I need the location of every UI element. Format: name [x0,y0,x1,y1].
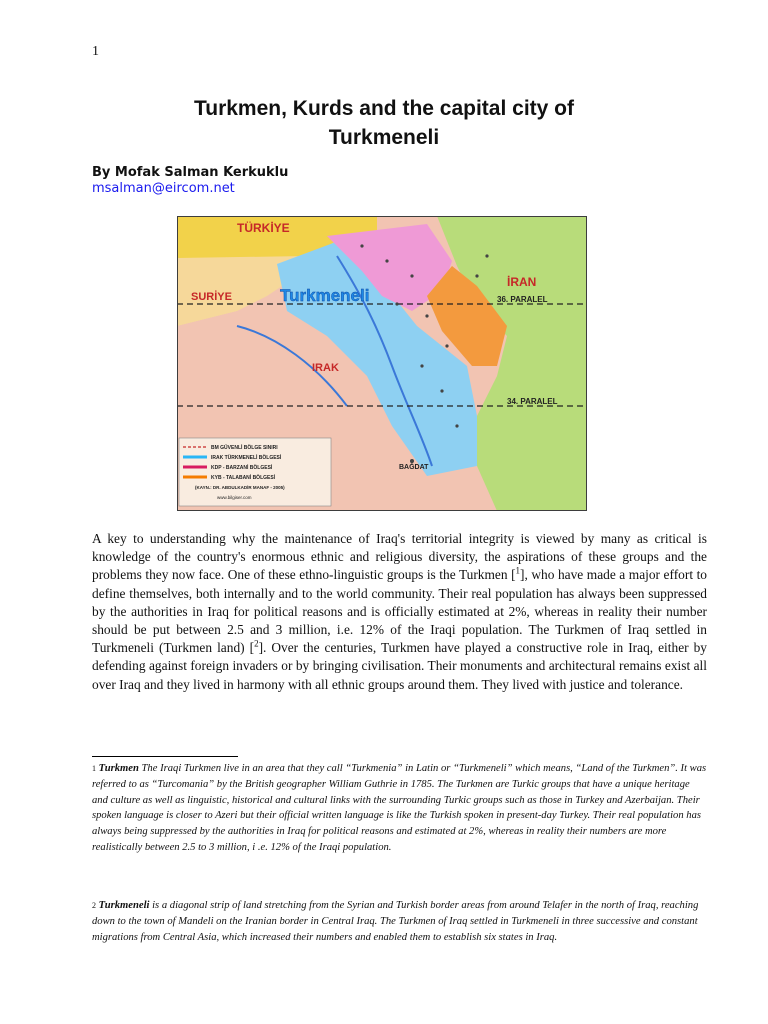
page-number: 1 [92,44,99,59]
footnote-1-number: 1 [92,764,96,773]
legend-website: www.bilgiser.com [217,495,252,500]
footnote-2-text: is a diagonal strip of land stretching from the Syrian and Turkish border areas from around Telafer in the north of Iraq, reaching down to the town of Mandeli on the Iranian border in Central Iraq. The Turkmen of Iraq settled in Turkmeneli in three successive and constant migrations from Central Asia, which increased their numbers and enabled them to establish six states in Iraq. [92,900,699,943]
legend-item-3: KDP - BARZANİ BÖLGESİ [211,465,273,471]
author-email-link[interactable]: msalman@eircom.net [92,181,235,196]
footnote-1-text: The Iraqi Turkmen live in an area that they call “Turkmenia” in Latin or “Turkmeneli” which means, “Land of the Turkmen”. It was referred to as “Turcomania” by the British geographer William Guthrie in 1785. The Turkmen are Turkic groups that have a unique heritage and culture as well as linguistic, historical and cultural links with the surrounding Turkic groups such as those in Turkey and Azerbaijan. Their spoken language is closer to Azeri but their official written language is like the Turkish spoken in present-day Turkey. Their real population has always being suppressed by the authorities in Iraq for political reasons and estimated at 2%, whereas in reality their numbers are more realistically between 2.5 to 3 million, i .e. 12% of the Iraqi population. [92,763,707,853]
footnote-2-number: 2 [92,901,96,910]
map-legend [179,438,331,506]
document-title [0,94,768,152]
footnote-1 [92,761,707,856]
title-line-2: Turkmeneli [328,126,440,149]
label-34-paralel: 34. PARALEL [507,397,558,406]
footnote-ref-1[interactable]: 1 [515,565,521,576]
label-36-paralel: 36. PARALEL [497,295,548,304]
title-line-1: Turkmen, Kurds and the capital city of [193,97,574,120]
label-irak: IRAK [312,362,339,374]
footnote-2 [92,898,707,945]
turkmeneli-map [177,216,587,511]
body-paragraph [92,530,707,694]
legend-item-2: IRAK TÜRKMENELİ BÖLGESİ [211,455,282,461]
author-byline: By Mofak Salman Kerkuklu [92,165,289,180]
legend-source: (KAYN.: DR. ABDULKADİR MANAF - 2005) [195,485,285,490]
legend-item-1: BM GÜVENLİ BÖLGE SINIRI [211,445,278,451]
paragraph-part-3: ]. Over the centuries, Turkmen have played a constructive role in Iraq, either by defending against foreign invaders or by bringing civilisation. Their monuments and architectural remains exist all over Iraq and they lived in harmony with all ethnic groups around them. They lived with justice and tolerance. [92,640,707,692]
legend-item-4: KYB - TALABANİ BÖLGESİ [211,475,276,481]
footnote-ref-2[interactable]: 2 [254,638,259,649]
label-bagdat: BAĞDAT [399,464,429,471]
footnote-1-term: Turkmen [98,763,139,774]
label-turkiye: TÜRKİYE [237,221,290,235]
label-turkmeneli: Turkmeneli [280,286,370,305]
label-iran: İRAN [507,275,537,289]
paragraph-part-2: ], who have made a major effort to define themselves, both internally and to the world community. Their real population has always been suppressed by the authorities in Iraq for political reasons and is officially estimated at 2%, whereas in reality their number should be put between 2.5 and 3 million, i.e. 12% of the Iraqi population. The Turkmen of Iraq settled in Turkmeneli (Turkmen land) [ [92,567,707,656]
footnote-separator [92,756,238,757]
paragraph-part-1: A key to understanding why the maintenance of Iraq's territorial integrity is viewed by many as critical is knowledge of the country's enormous ethnic and religious diversity, the aspirations of these groups and the problems they now face. One of these ethno-linguistic groups is the Turkmen [ [92,531,707,583]
label-suriye: SURİYE [191,291,232,303]
footnote-2-term: Turkmeneli [98,900,150,911]
